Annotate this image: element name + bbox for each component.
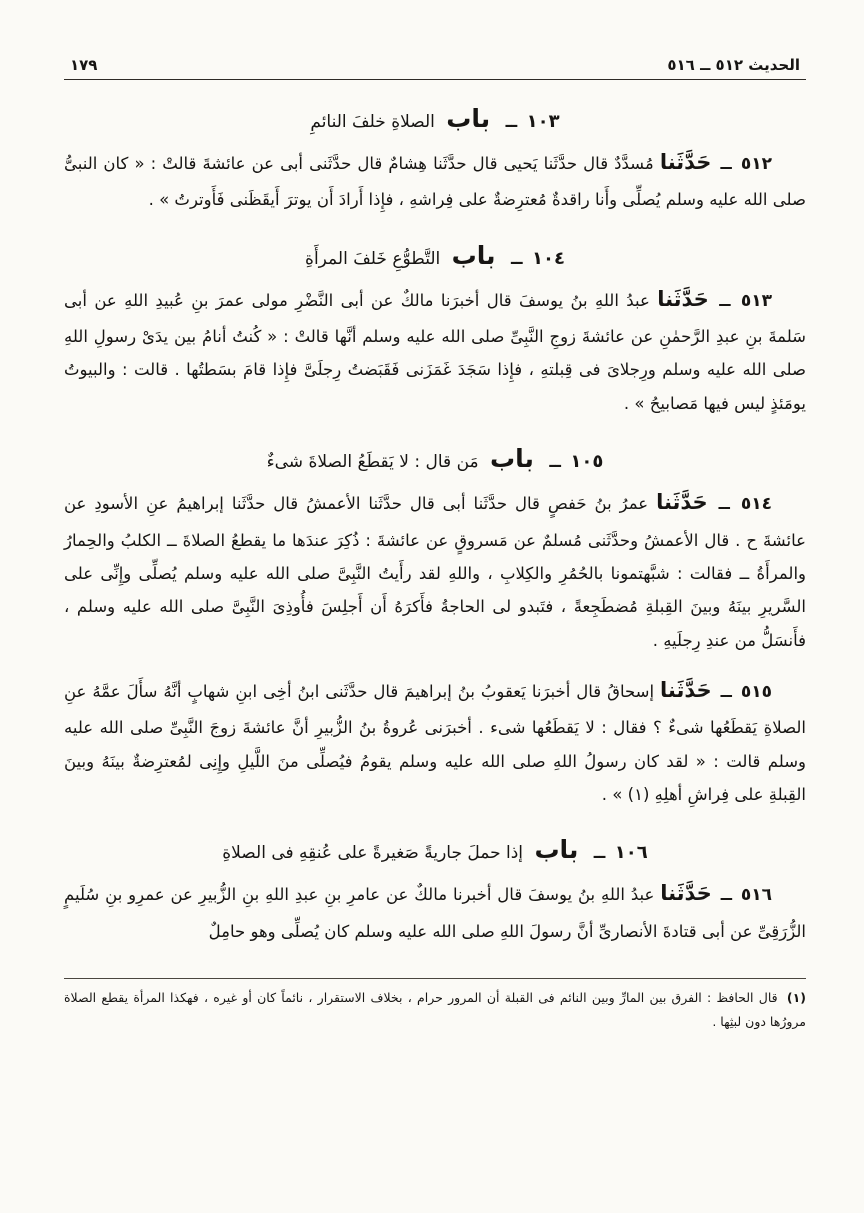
page-header (64, 56, 806, 79)
chapter-heading-106 (64, 835, 806, 864)
haddathana-logotype: حَدَّثَنا (660, 677, 712, 702)
hadith-text: عبدُ اللهِ بنُ يوسفَ قال أخبرنا مالكٌ عن عامرِ بنِ عبدِ اللهِ بنِ الزُّبيرِ عن عمرِو بنِ سُلَيمٍ الزُّرَقِىِّ عن أبى قتادةَ الأنصارىِّ أنَّ رسولَ اللهِ صلى الله عليه وسلم كان يُصلِّى وهو حامِلٌ (64, 885, 806, 941)
dash: ــ (719, 290, 731, 310)
hadith-513 (64, 278, 806, 420)
footnote-marker: (١) (786, 989, 806, 1005)
running-head-hadith-range: الحديث ٥١٢ ــ ٥١٦ (667, 56, 800, 74)
hadith-512 (64, 141, 806, 217)
hadith-number: ٥١٣ (740, 290, 772, 311)
hadith-number: ٥١٢ (740, 154, 772, 174)
hadith-text: عبدُ اللهِ بنُ يوسفَ قال أخبرَنا مالكٌ عن أبى النَّضْرِ مولى عمرَ بنِ عُبيدِ اللهِ عن أبى سَلمةَ بنِ عبدِ الرَّحمٰنِ عن عائشةَ زوجِ النَّبِىِّ صلى الله عليه وسلم أنَّها قالتْ : « كُنتُ أنامُ بين يدَىْ رسولِ اللهِ صلى الله عليه وسلم ورِجلاىَ فى قِبلتهِ ، فإِذا سَجَدَ غَمَزَنى فَقَبَضتُ رِجلَىَّ فإِذا قامَ بسَطتُها . قالت : والبيوتُ يومَئذٍ ليس فيها مَصابيحُ » . (64, 290, 806, 413)
dash: ــ (720, 681, 732, 701)
bab-word: باب (451, 240, 496, 270)
dash: ــ (720, 885, 732, 905)
chapter-title: مَن قال : لا يَقطَعُ الصلاةَ شىءٌ (266, 452, 479, 473)
dash: ــ (720, 154, 732, 173)
hadith-text: إسحاقُ قال أخبرَنا يَعقوبُ بنُ إبراهيمَ قال حدَّثَنى ابنُ أخِى ابنِ شهابٍ أنَّهُ سأَلَ عمَّهُ عنِ الصلاةِ يَقطَعُها شىءٌ ؟ فقال : لا يَقطَعُها شىء . أخبرَنى عُروةُ بنُ الزُّبيرِ أنَّ عائشةَ زوجَ النَّبِىِّ صلى الله عليه وسلم قالت : « لقد كان رسولُ اللهِ صلى الله عليه وسلم يقومُ فيُصلِّى منَ اللَّيلِ وإِنِى لمُعترِضةٌ بينَهُ وبينَ القِبلةِ على فِراشِ أهلِهِ (١) » . (64, 681, 806, 804)
footnote-area (64, 978, 806, 1035)
hadith-516 (64, 872, 806, 948)
hadith-text: عمرُ بنُ حَفصٍ قال حدَّثَنا أبى قال حدَّثَنا الأعمشُ قال حدَّثَنا إبراهيمُ عنِ الأسودِ عن عائشةَ ح . قال الأعمشُ وحدَّثَنى مُسلمٌ عن مَسروقٍ عن عائشةَ : ذُكِرَ عندَها ما يقطعُ الصلاةَ ــ الكلبُ والحِمارُ والمرأَةُ ــ فقالت : شبَّهتمونا بالحُمُرِ والكِلابِ ، واللهِ لقد رأَيتُ النَّبِىَّ صلى الله عليه وسلم يُصلِّى وإِنِّى على السَّريرِ بينَهُ وبينَ القِبلةِ مُضطَجِعةً ، فتَبدو لى الحاجةُ فأَكرَهُ أَن أَجلِسَ فأُوذِىَ النَّبِىَّ صلى الله عليه وسلم ، فأَنسَلُّ من عندِ رِجلَيهِ . (64, 494, 806, 650)
dash: ــ (549, 452, 561, 473)
hadith-number: ٥١٥ (740, 681, 773, 702)
hadith-number: ٥١٤ (740, 494, 772, 515)
bab-word: باب (490, 444, 534, 474)
haddathana-logotype: حَدَّثَنا (657, 286, 709, 311)
chapter-number: ١٠٦ (614, 842, 648, 864)
header-rule (64, 79, 806, 80)
footnote-rule (64, 978, 806, 979)
haddathana-logotype: حَدَّثَنا (656, 490, 708, 515)
haddathana-logotype: حَدَّثَنا (660, 881, 712, 906)
bab-word: باب (446, 104, 491, 133)
hadith-515 (64, 669, 806, 811)
chapter-heading-103 (64, 104, 806, 133)
dash: ــ (505, 112, 518, 132)
chapter-title: الصلاةِ خلفَ النائمِ (310, 112, 435, 132)
chapter-heading-104 (64, 241, 806, 270)
page-content (64, 104, 806, 948)
hadith-number: ٥١٦ (740, 885, 773, 906)
dash: ــ (510, 248, 523, 269)
page-number: ١٧٩ (70, 56, 98, 74)
footnote-text: قال الحافظ : الفرق بين المارِّ وبين النائم فى القبلة أن المرور حرام ، بخلاف الاستقرار ، نائماً كان أو غيره ، فهكذا المرأة يقطع الصلاة مرورُها دون لبثِها . (64, 989, 806, 1030)
chapter-number: ١٠٥ (570, 451, 604, 473)
chapter-heading-105 (64, 444, 806, 473)
haddathana-logotype: حَدَّثَنا (659, 150, 712, 174)
dash: ــ (718, 494, 730, 514)
hadith-text: مُسدَّدٌ قال حدَّثَنا يَحيى قال حدَّثَنا هِشامٌ قال حدَّثَنى أبى عن عائشةَ قالتْ : « كان النبىُّ صلى الله عليه وسلم يُصلِّى وأَنا راقدةٌ مُعترِضةٌ على فِراشهِ ، فإِذا أَرادَ أَن يوترَ أَيقَظَنى فَأَوترتُ » . (64, 154, 806, 210)
chapter-number: ١٠٤ (531, 247, 565, 269)
hadith-514 (64, 481, 806, 657)
dash: ــ (593, 843, 606, 864)
bab-word: باب (534, 835, 579, 865)
chapter-title: إذا حملَ جاريةً صَغيرةً على عُنقِهِ فى الصلاةِ (222, 843, 524, 864)
chapter-number: ١٠٣ (526, 111, 560, 132)
footnote (64, 986, 806, 1035)
chapter-title: التَّطوُّعِ خَلفَ المرأَةِ (305, 248, 441, 269)
